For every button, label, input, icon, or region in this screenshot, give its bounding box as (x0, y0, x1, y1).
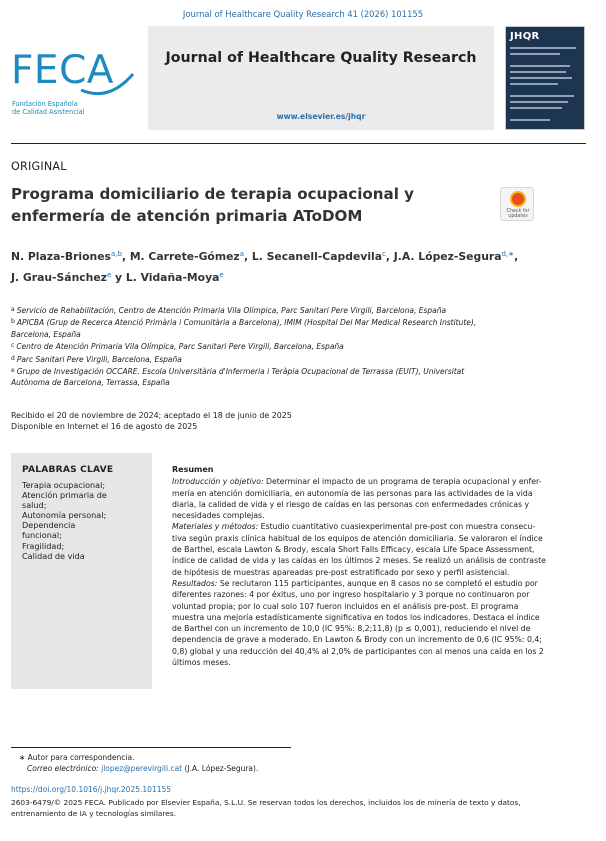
cover-text-line (510, 71, 566, 73)
keyword-item: salud; (22, 500, 47, 511)
abstract-text: dependencia de grave a moderado. En Lawton & Brody con un incremento de 0,6 (IC 95%: 0,4; (172, 635, 542, 645)
keyword-item: Terapia ocupacional; (22, 480, 106, 490)
journal-url-link[interactable]: www.elsevier.es/jhqr (276, 112, 366, 121)
abstract-line (172, 567, 592, 578)
abstract-line (172, 601, 592, 612)
author-note: ∗ Autor para correspondencia. (19, 753, 135, 762)
affiliation-mark: c (11, 342, 15, 350)
cover-text-line (510, 65, 570, 67)
received-date: Recibido el 20 de noviembre de 2024; aceptado el 18 de junio de 2025 (11, 411, 292, 420)
keywords-list (22, 480, 147, 561)
abstract-text: mería en atención domiciliaria, en autonomía de las personas para las actividades de la vida (172, 488, 533, 498)
abstract-text: de Barthel con un incremento de 10,0 (IC 95%: 8,2;11,8) (p ≤ 0,001), reduciendo el nivel de (172, 624, 531, 634)
header-rule (11, 143, 586, 144)
abstract-text: índice de calidad de vida y las caídas en los últimos 2 meses. Se realizó un análisis de contraste (172, 556, 546, 566)
keyword-item: Atención primaria de (22, 490, 107, 501)
affiliation-item (11, 377, 591, 388)
abstract-text: 0,8) global y una reducción del 40,4% al 2,0% de participantes con al menos una caída en los 2 (172, 646, 544, 656)
abstract-line (172, 612, 592, 623)
journal-title: Journal of Healthcare Quality Research (165, 50, 477, 66)
author-name: L. Secanell-Capdevila (251, 250, 383, 263)
feca-logo (11, 44, 135, 126)
affiliation-item (11, 329, 591, 340)
affiliation-mark: b (11, 318, 15, 326)
affiliation-text: Barcelona, España (11, 329, 81, 339)
copyright-notice: 2603-6479/© 2025 FECA. Publicado por Elsevier España, S.L.U. Se reservan todos los derechos, incluidos los de minería de texto y datos, entrenamiento de IA y tecnologías similares. (11, 798, 521, 818)
cover-text-line (510, 77, 572, 79)
cover-text-line (510, 53, 560, 55)
author-separator: , (385, 250, 394, 263)
abstract (172, 464, 592, 668)
affiliation-text: Centro de Atención Primaria Vila Olímpica, Parc Sanitari Pere Virgili, Barcelona, España (16, 342, 344, 352)
author-affiliation-mark[interactable]: a,b (110, 250, 122, 258)
keywords-title: PALABRAS CLAVE (22, 465, 114, 475)
journal-banner (148, 26, 494, 130)
author-name: L. Vidaña-Moya (125, 271, 220, 284)
cover-text-line (510, 47, 576, 49)
author-list (11, 245, 601, 287)
abstract-text: diferentes razones: 4 por éxitus, uno por ingreso hospitalario y 3 porque no continuaron por (172, 590, 530, 600)
cover-text-line (510, 95, 574, 97)
affiliation-text: Servicio de Rehabilitación, Centro de Atención Primaria Vila Olímpica, Parc Sanitari Pere Virgili, Barcelona, España (16, 306, 447, 315)
affiliation-item (11, 316, 591, 328)
abstract-line (172, 488, 592, 499)
affiliation-text: Parc Sanitari Pere Virgili, Barcelona, España (16, 354, 182, 364)
abstract-text: voluntad propia; por lo cual solo 107 fueron incluidos en el análisis pre-post. El programa (172, 601, 519, 611)
abstract-line (172, 476, 592, 487)
abstract-line (172, 578, 592, 589)
affiliation-mark: d (11, 354, 15, 362)
abstract-line (172, 555, 592, 566)
author-affiliation-mark[interactable]: a (239, 250, 244, 258)
abstract-line (172, 510, 592, 521)
author-name: J.A. López-Segura (393, 250, 502, 263)
cover-title: JHQR (510, 31, 540, 42)
affiliation-mark: e (11, 367, 15, 375)
author-separator: , (121, 250, 130, 263)
abstract-line (172, 589, 592, 600)
author-affiliation-mark[interactable]: e (106, 271, 112, 279)
author-separator: y (111, 271, 126, 284)
cover-text-line (510, 83, 558, 85)
abstract-line (172, 634, 592, 645)
author-affiliation-mark[interactable]: e (219, 271, 224, 279)
abstract-text: últimos meses. (172, 658, 231, 668)
logo-text: FECA (11, 48, 114, 93)
affiliation-item (11, 304, 591, 316)
email-label: Correo electrónico: (27, 764, 99, 774)
abstract-line (172, 499, 592, 510)
corresponding-author-note (19, 752, 579, 774)
affiliation-text: Grupo de Investigación OCCARE. Escola Universitària d'Infermeria i Teràpia Ocupacional de Terrassa (EUIT), Universitat (16, 367, 465, 377)
abstract-text: muestra una mejoría estadísticamente significativa en todos los indicadores. Destaca el índice (172, 612, 540, 622)
logo-swoosh-icon (11, 44, 135, 100)
online-date: Disponible en Internet el 16 de agosto de 2025 (11, 422, 198, 432)
cover-text-line (510, 107, 562, 109)
author-name: N. Plaza-Briones (11, 250, 111, 263)
author-name: M. Carrete-Gómez (129, 250, 240, 263)
abstract-text: de Barthel, escala Lawton & Brody, escala Short Falls Efficacy, escala Life Space Assessment, (172, 545, 535, 555)
keywords-box (11, 453, 152, 689)
abstract-heading: Resumen (172, 465, 214, 474)
affiliation-item (11, 353, 591, 365)
keyword-item: funcional; (22, 530, 62, 541)
crossmark-icon (510, 191, 526, 207)
section-label: ORIGINAL (11, 160, 67, 173)
keyword-item: Autonomía personal; (22, 510, 107, 521)
abstract-text: Estudio cuantitativo cuasiexperimental pre-post con muestra consecu- (258, 522, 536, 532)
affiliation-item (11, 365, 591, 377)
author-affiliation-mark[interactable]: d,∗ (501, 250, 515, 258)
abstract-line (172, 544, 592, 555)
footnote-rule (11, 747, 291, 748)
article-title: Programa domiciliario de terapia ocupacional y enfermería de atención primaria AToDOM (11, 185, 414, 225)
author-separator: , (244, 250, 252, 263)
doi-link[interactable]: https://doi.org/10.1016/j.jhqr.2025.101155 (11, 785, 172, 794)
journal-reference: Journal of Healthcare Quality Research 41 (2026) 101155 (182, 9, 424, 19)
affiliation-text: APICBA (Grup de Recerca Atenció Primària i Comunitària a Barcelona), IMIM (Hospital Del Mar Medical Research Institute), (16, 318, 477, 328)
affiliation-text: Autònoma de Barcelona, Terrassa, España (11, 378, 170, 388)
abstract-text: de hipótesis de muestras apareadas pre-post estratificado por sexo y perfil asistencial. (172, 567, 510, 577)
abstract-section-label: Introducción y objetivo: (172, 477, 264, 487)
abstract-text: necesidades complejas. (172, 511, 265, 521)
abstract-line (172, 657, 592, 668)
cover-text-line (510, 101, 568, 103)
keyword-item: Calidad de vida (22, 550, 85, 561)
abstract-line (172, 646, 592, 657)
abstract-line (172, 623, 592, 634)
affiliation-mark: a (11, 306, 15, 313)
abstract-text: tiva según praxis clínica habitual de los equipos de atención domiciliaria. Se valoraron el índice (172, 533, 543, 543)
author-separator: , (514, 250, 519, 263)
affiliation-item (11, 340, 591, 352)
email-link[interactable]: jlopez@perevirgili.cat (101, 764, 183, 774)
author-affiliation-mark[interactable]: c (382, 250, 386, 258)
article-dates (11, 410, 591, 433)
abstract-text: Se reclutaron 115 participantes, aunque en 8 casos no se completó el estudio por (217, 578, 538, 588)
abstract-text: diaria, la calidad de vida y el riesgo de caídas en las personas con enfermedades crónicas y (172, 499, 530, 509)
check-for-updates-button[interactable]: Check for updates (500, 187, 534, 221)
keyword-item: Dependencia (22, 520, 76, 531)
cover-text-line (510, 119, 550, 121)
author-name: J. Grau-Sánchez (11, 271, 107, 284)
logo-subtitle: Fundación Española de Calidad Asistencial (12, 100, 85, 117)
keyword-item: Fragilidad; (22, 540, 65, 551)
abstract-line (172, 533, 592, 544)
abstract-line (172, 521, 592, 532)
affiliation-list (11, 304, 591, 389)
journal-cover-thumbnail (505, 26, 585, 130)
abstract-text: Determinar el impacto de un programa de terapia ocupacional y enfer- (263, 477, 542, 487)
abstract-section-label: Resultados: (172, 578, 218, 588)
email-suffix: (J.A. López-Segura). (182, 764, 259, 774)
abstract-section-label: Materiales y métodos: (172, 522, 259, 532)
